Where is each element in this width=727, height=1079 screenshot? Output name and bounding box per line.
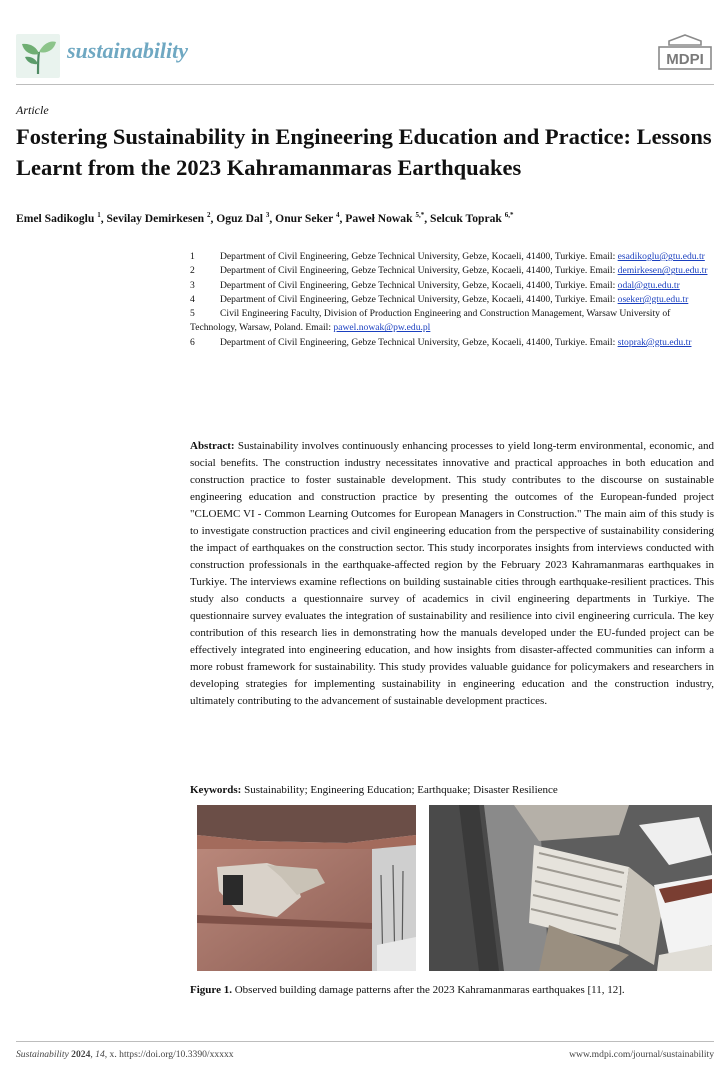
figure-photo-wall-damage xyxy=(197,805,416,971)
keywords-text: Sustainability; Engineering Education; Earthquake; Disaster Resilience xyxy=(244,784,558,796)
author: Emel Sadikoglu $^1$ xyxy=(16,211,101,225)
sprout-logo-icon xyxy=(16,34,60,78)
keywords xyxy=(190,784,714,796)
figure-photo-collapsed-buildings xyxy=(429,805,712,971)
keywords-label: Keywords: xyxy=(190,784,242,796)
header-divider xyxy=(16,84,714,85)
footer-divider xyxy=(16,1041,714,1042)
figure-caption-text: Observed building damage patterns after the 2023 Kahramanmaras earthquakes [11, 12]. xyxy=(234,984,625,996)
footer-doi[interactable]: https://doi.org/10.3390/xxxxx xyxy=(119,1049,234,1060)
author: Paweł Nowak $^{5,*}$ xyxy=(345,211,425,225)
affiliation: 6 Department of Civil Engineering, Gebze Technical University, Gebze, Kocaeli, 41400, Turkiye. Email: stoprak@gtu.edu.tr xyxy=(190,336,692,348)
publisher-name: MDPI xyxy=(666,51,704,68)
abstract-label: Abstract: xyxy=(190,440,235,452)
affiliation: 5 Civil Engineering Faculty, Division of Production Engineering and Construction Management, Warsaw University of Technology, Warsaw, Poland. Email: pawel.nowak@pw.edu.pl xyxy=(190,308,671,334)
citation-footer: Sustainability 2024, 14, x. https://doi.org/10.3390/xxxxx xyxy=(16,1049,234,1060)
author: Selcuk Toprak $^{6,*}$ xyxy=(430,211,514,225)
email-link[interactable]: demirkesen@gtu.edu.tr xyxy=(617,265,708,277)
email-link[interactable]: stoprak@gtu.edu.tr xyxy=(617,336,692,348)
abstract-text: Sustainability involves continuously enhancing processes to yield long-term environmental, economic, and social benefits. The construction industry necessitates innovative and practical approaches in both education and construction practice to foster sustainable development. This study contributes to the discourse on sustainable engineering education and construction practice by presenting the outcomes of the European-funded project "CLOEMC VI - Common Learning Outcomes for European Managers in Construction." The main aim of this study is to investigate construction practices and civil engineering education from the perspective of sustainability considering the impact of earthquakes on the construction sector. This study incorporates insights from interviews conducted with construction professionals in the earthquake-affected region by the February 2023 Kahramanmaras earthquakes in Turkiye. The interviews examine reflections on building sustainable cities through earthquake-resilient practices. This study also conducts a questionnaire survey of academics in civil engineering departments in Turkiye. The questionnaire survey evaluates the integration of sustainability and resilience into civil engineering curricula. The key contribution of this research lies in demonstrating how the manuals developed under the EU-funded project can be effectively integrated into engineering education, and how insights from disaster-affected communities can inform a more robust framework for sustainability. This study provides valuable guidance for policymakers and researchers in developing strategies for implementing sustainability in engineering education and the construction industry, ultimately contributing to the advancement of sustainable development practices. xyxy=(190,440,714,707)
abstract xyxy=(190,438,714,710)
author: Onur Seker $^4$ xyxy=(275,211,340,225)
affiliation: 2 Department of Civil Engineering, Gebze Technical University, Gebze, Kocaeli, 41400, Turkiye. Email: demirkesen@gtu.edu.tr xyxy=(190,265,708,277)
article-title: Fostering Sustainability in Engineering Education and Practice: Lessons Learnt from the 2023 Kahramanmaras Earthquakes xyxy=(16,124,712,180)
email-link[interactable]: odal@gtu.edu.tr xyxy=(617,279,680,291)
figure-caption xyxy=(190,984,714,996)
affiliation: 3 Department of Civil Engineering, Gebze Technical University, Gebze, Kocaeli, 41400, Turkiye. Email: odal@gtu.edu.tr xyxy=(190,279,680,291)
author-list: Emel Sadikoglu $^1$, Sevilay Demirkesen $^2$, Oguz Dal $^3$, Onur Seker $^4$, Paweł Nowak $^{5,*}$, Selcuk Toprak $^{6,*}$ xyxy=(16,211,514,225)
email-link[interactable]: oseker@gtu.edu.tr xyxy=(617,293,689,305)
journal-name: sustainability xyxy=(67,38,189,63)
footer-volume: 14 xyxy=(95,1049,105,1060)
footer-page: x. xyxy=(109,1049,117,1060)
email-link[interactable]: pawel.nowak@pw.edu.pl xyxy=(333,322,431,334)
mdpi-logo-icon xyxy=(657,34,713,72)
author: Sevilay Demirkesen $^2$ xyxy=(106,211,211,225)
journal-website[interactable]: www.mdpi.com/journal/sustainability xyxy=(569,1049,714,1060)
affiliation: 4 Department of Civil Engineering, Gebze Technical University, Gebze, Kocaeli, 41400, Turkiye. Email: oseker@gtu.edu.tr xyxy=(190,293,689,305)
affiliation-list xyxy=(190,250,715,350)
figure-label: Figure 1. xyxy=(190,984,232,996)
footer-year: 2024 xyxy=(71,1049,91,1060)
article-type: Article xyxy=(16,103,49,117)
author: Oguz Dal $^3$ xyxy=(216,211,270,225)
email-link[interactable]: esadikoglu@gtu.edu.tr xyxy=(617,251,705,262)
affiliation: 1 Department of Civil Engineering, Gebze Technical University, Gebze, Kocaeli, 41400, Turkiye. Email: esadikoglu@gtu.edu.tr xyxy=(190,251,705,262)
footer-journal: Sustainability xyxy=(16,1049,69,1060)
